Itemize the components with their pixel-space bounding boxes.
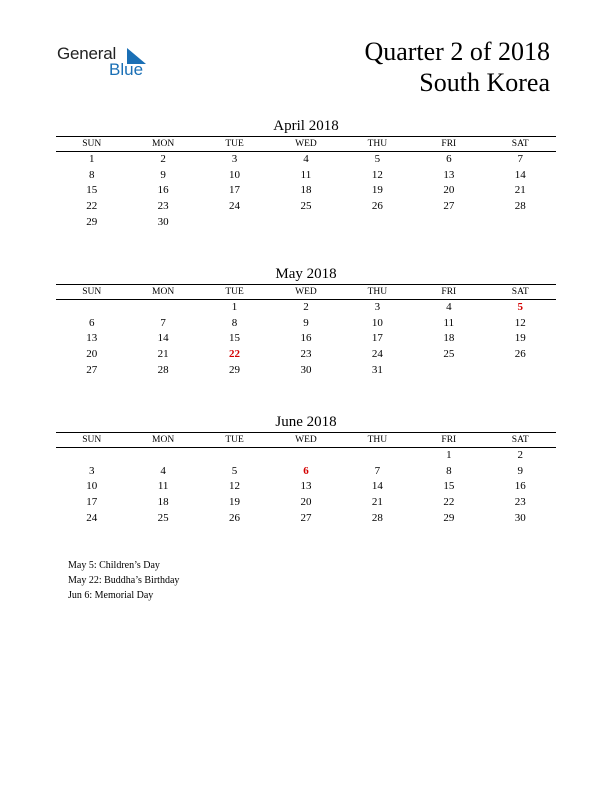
day-cell: 17 — [371, 332, 383, 345]
day-cell: 11 — [443, 316, 455, 329]
month-title: June 2018 — [275, 414, 337, 430]
day-cell: 24 — [229, 200, 241, 213]
holiday-day-cell: 6 — [303, 464, 309, 477]
empty-day-cell — [413, 215, 484, 231]
day-cell: 15 — [229, 332, 241, 345]
day-cell: 3 — [231, 153, 238, 165]
empty-day-cell — [127, 448, 198, 464]
day-cell: 24 — [86, 511, 98, 524]
day-cell: 4 — [160, 464, 166, 477]
weekday-label: THU — [342, 137, 413, 152]
day-grid — [56, 152, 556, 230]
empty-day-cell — [127, 300, 198, 316]
day-cell: 20 — [443, 184, 455, 197]
weekday-label: TUE — [199, 137, 270, 152]
day-cell: 1 — [231, 301, 238, 313]
logo-text-general: General — [57, 44, 117, 63]
weekday-label: FRI — [413, 433, 484, 448]
weekday-label: SAT — [485, 285, 556, 300]
day-cell: 12 — [514, 316, 526, 329]
day-cell: 5 — [231, 464, 238, 477]
day-cell: 29 — [86, 215, 98, 228]
holiday-day-cell: 22 — [229, 348, 241, 361]
day-cell: 7 — [374, 464, 381, 477]
month-title: May 2018 — [275, 266, 337, 282]
empty-day-cell — [413, 363, 484, 379]
day-cell: 10 — [229, 168, 241, 181]
month-june — [56, 412, 556, 526]
holiday-note: Jun 6: Memorial Day — [68, 590, 154, 601]
day-cell: 3 — [374, 301, 381, 313]
day-cell: 25 — [300, 200, 312, 213]
weekday-label: THU — [342, 433, 413, 448]
month-april — [56, 116, 556, 230]
day-cell: 12 — [229, 480, 241, 493]
day-cell: 23 — [514, 496, 526, 509]
day-cell: 2 — [517, 449, 523, 461]
day-cell: 14 — [157, 332, 169, 345]
day-cell: 14 — [371, 480, 383, 493]
day-cell: 30 — [514, 511, 526, 524]
page-title — [364, 36, 550, 98]
day-cell: 26 — [514, 348, 526, 361]
day-cell: 28 — [371, 511, 383, 524]
holiday-notes — [68, 558, 179, 603]
day-cell: 9 — [517, 464, 523, 477]
holiday-day-cell: 5 — [517, 301, 523, 313]
day-cell: 13 — [443, 168, 455, 181]
empty-day-cell — [485, 215, 556, 231]
weekday-header — [56, 285, 556, 300]
day-cell: 20 — [86, 348, 98, 361]
day-cell: 8 — [88, 168, 95, 181]
day-cell: 16 — [157, 184, 169, 197]
weekday-header — [56, 137, 556, 152]
weekday-label: WED — [270, 137, 341, 152]
day-cell: 11 — [157, 480, 169, 493]
day-cell: 24 — [371, 348, 383, 361]
day-cell: 4 — [446, 301, 452, 313]
day-cell: 14 — [514, 168, 526, 181]
empty-day-cell — [342, 215, 413, 231]
empty-day-cell — [56, 448, 127, 464]
day-cell: 22 — [86, 200, 98, 213]
month-title: April 2018 — [273, 118, 339, 134]
weekday-label: FRI — [413, 137, 484, 152]
day-cell: 9 — [303, 316, 309, 329]
empty-day-cell — [342, 448, 413, 464]
weekday-label: MON — [127, 285, 198, 300]
day-cell: 21 — [514, 184, 526, 197]
day-cell: 28 — [514, 200, 526, 213]
day-cell: 31 — [371, 363, 383, 376]
month-may — [56, 264, 556, 378]
weekday-header — [56, 433, 556, 448]
day-cell: 3 — [88, 464, 95, 477]
day-cell: 15 — [443, 480, 455, 493]
day-cell: 1 — [88, 153, 95, 165]
day-cell: 23 — [157, 200, 169, 213]
day-cell: 2 — [160, 153, 166, 165]
day-cell: 6 — [446, 153, 452, 165]
day-cell: 9 — [160, 168, 166, 181]
day-cell: 7 — [160, 316, 166, 329]
weekday-label: THU — [342, 285, 413, 300]
day-cell: 26 — [371, 200, 383, 213]
day-cell: 25 — [157, 511, 169, 524]
day-cell: 13 — [300, 480, 312, 493]
day-cell: 8 — [446, 464, 452, 477]
day-cell: 18 — [300, 184, 312, 197]
day-cell: 2 — [303, 301, 309, 313]
day-cell: 21 — [371, 496, 383, 509]
weekday-label: SAT — [485, 433, 556, 448]
title-country: South Korea — [419, 68, 550, 97]
day-cell: 18 — [443, 332, 455, 345]
empty-day-cell — [485, 363, 556, 379]
day-cell: 19 — [371, 184, 383, 197]
day-cell: 27 — [86, 363, 98, 376]
logo — [57, 44, 167, 84]
weekday-label: MON — [127, 137, 198, 152]
day-cell: 11 — [300, 168, 312, 181]
weekday-label: MON — [127, 433, 198, 448]
weekday-label: SUN — [56, 433, 127, 448]
day-cell: 4 — [303, 153, 309, 165]
day-cell: 27 — [300, 511, 312, 524]
day-cell: 5 — [374, 153, 381, 165]
weekday-label: TUE — [199, 433, 270, 448]
holiday-note: May 5: Children’s Day — [68, 560, 160, 571]
day-cell: 13 — [86, 332, 98, 345]
day-grid — [56, 300, 556, 378]
holiday-note: May 22: Buddha’s Birthday — [68, 575, 180, 586]
day-cell: 21 — [157, 348, 169, 361]
empty-day-cell — [199, 448, 270, 464]
day-cell: 28 — [157, 363, 169, 376]
day-cell: 26 — [229, 511, 241, 524]
day-cell: 27 — [443, 200, 455, 213]
weekday-label: FRI — [413, 285, 484, 300]
empty-day-cell — [199, 215, 270, 231]
day-cell: 30 — [300, 363, 312, 376]
day-cell: 16 — [300, 332, 312, 345]
day-cell: 12 — [371, 168, 383, 181]
empty-day-cell — [270, 215, 341, 231]
day-cell: 1 — [446, 449, 452, 461]
day-cell: 16 — [514, 480, 526, 493]
day-cell: 30 — [157, 215, 169, 228]
day-cell: 8 — [231, 316, 238, 329]
empty-day-cell — [270, 448, 341, 464]
day-cell: 10 — [371, 316, 383, 329]
day-cell: 15 — [86, 184, 98, 197]
weekday-label: WED — [270, 285, 341, 300]
day-cell: 17 — [229, 184, 241, 197]
day-cell: 19 — [229, 496, 241, 509]
day-cell: 18 — [157, 496, 169, 509]
day-cell: 25 — [443, 348, 455, 361]
weekday-label: TUE — [199, 285, 270, 300]
day-cell: 19 — [514, 332, 526, 345]
weekday-label: SUN — [56, 137, 127, 152]
logo-text-blue: Blue — [109, 60, 144, 79]
day-grid — [56, 448, 556, 526]
empty-day-cell — [56, 300, 127, 316]
day-cell: 7 — [517, 153, 523, 165]
day-cell: 17 — [86, 496, 98, 509]
weekday-label: SAT — [485, 137, 556, 152]
day-cell: 22 — [443, 496, 455, 509]
day-cell: 20 — [300, 496, 312, 509]
day-cell: 23 — [300, 348, 312, 361]
weekday-label: SUN — [56, 285, 127, 300]
day-cell: 29 — [229, 363, 241, 376]
title-quarter: Quarter 2 of 2018 — [364, 37, 550, 66]
day-cell: 10 — [86, 480, 98, 493]
day-cell: 29 — [443, 511, 455, 524]
day-cell: 6 — [88, 316, 95, 329]
weekday-label: WED — [270, 433, 341, 448]
